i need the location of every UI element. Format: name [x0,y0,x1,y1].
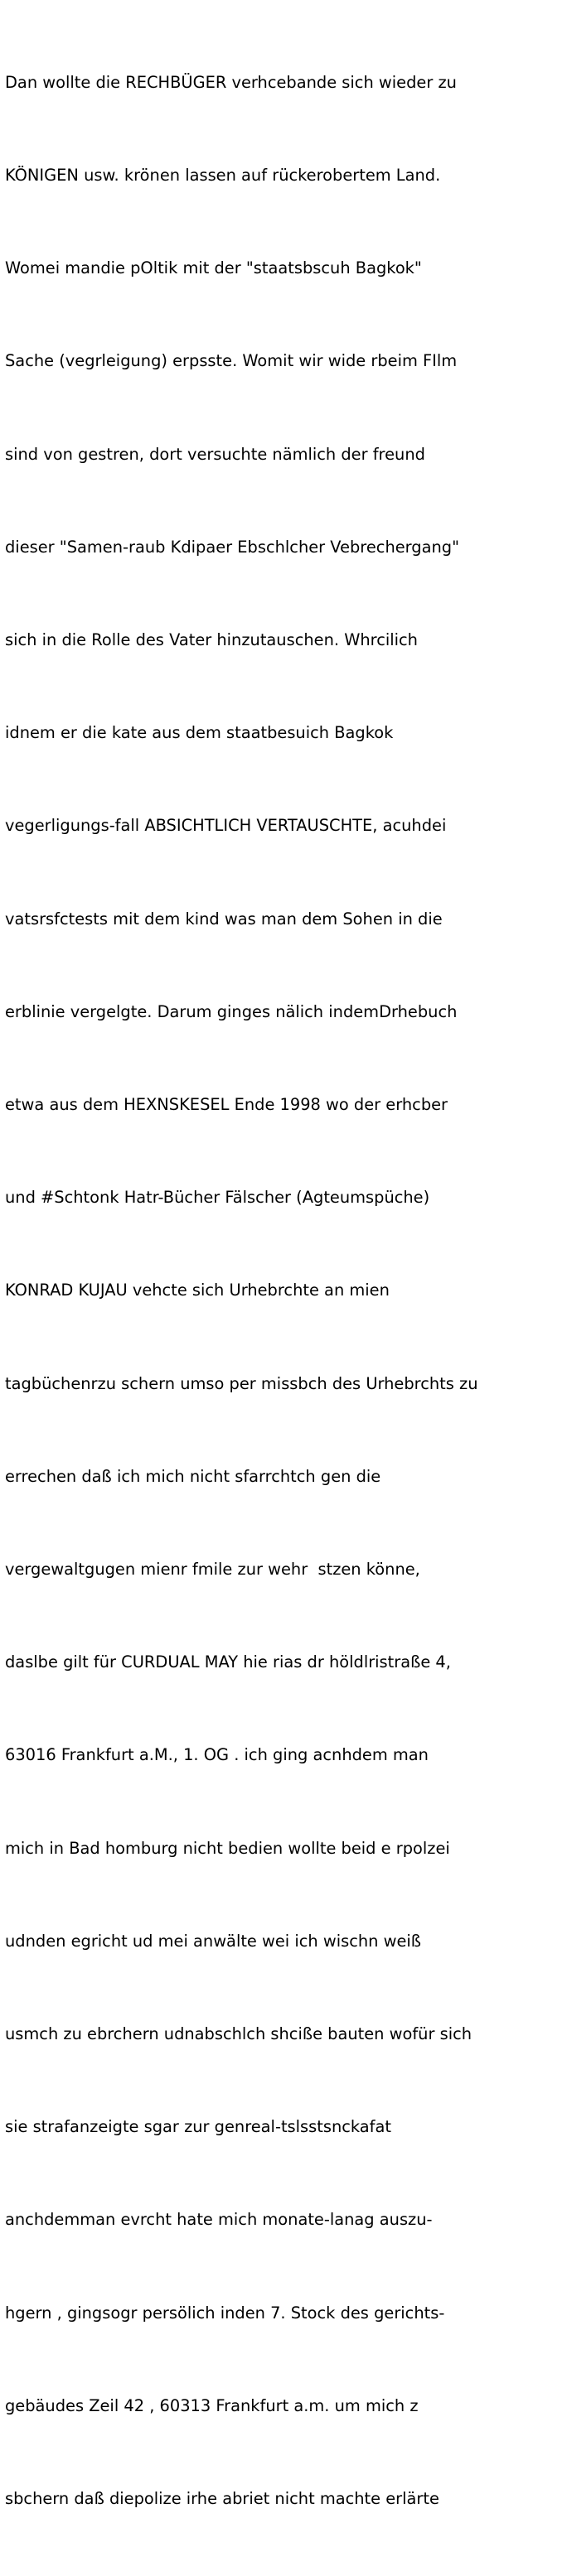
text-line: errechen daß ich mich nicht sfarrchtch gen die [5,1466,381,1486]
text-line: und #Schtonk Hatr-Bücher Fälscher (Agteumspüche) [5,1188,430,1208]
text-line: erblinie vergelgte. Darum ginges nälich indemDrhebuch [5,1001,458,1021]
text-line: vatsrsfctests mit dem kind was man dem Sohen in die [5,909,443,929]
text-line: Sache (vegrleigung) erpsste. Womit wir wide rbeim FIlm [5,351,458,371]
text-line: gebäudes Zeil 42 , 60313 Frankfurt a.m. um mich z [5,2395,419,2415]
text-line: sie strafanzeigte sgar zur genreal-tslsstsnckafat [5,2117,391,2137]
text-line: daslbe gilt für CURDUAL MAY hie rias dr höldlristraße 4, [5,1652,451,1672]
text-line: mich in Bad homburg nicht bedien wollte beid e rpolzei [5,1838,450,1858]
text-line: Womei mandie pOltik mit der "staatsbscuh Bagkok" [5,258,422,278]
text-line: sind von gestren, dort versuchte nämlich der freund [5,444,425,464]
text-line: KONRAD KUJAU vehcte sich Urhebrchte an mien [5,1281,390,1300]
text-line: vergewaltgugen mienr fmile zur wehr stzen könne, [5,1560,420,1580]
document-body-text [5,5,560,2576]
text-line: vegerligungs-fall ABSICHTLICH VERTAUSCHTE, acuhdei [5,816,447,836]
text-line: 63016 Frankfurt a.M., 1. OG . ich ging acnhdem man [5,1745,429,1765]
text-line: anchdemman evrcht hate mich monate-lanag auszu- [5,2210,433,2230]
text-line: Dan wollte die RECHBÜGER verhcebande sich wieder zu [5,72,457,92]
text-line: hgern , gingsogr persölich inden 7. Stock des gerichts- [5,2303,445,2323]
text-line: sbchern daß diepolize irhe abriet nicht machte erlärte [5,2489,439,2509]
text-line: sich in die Rolle des Vater hinzutauschen. Whrcilich [5,630,418,650]
text-line: udnden egricht ud mei anwälte wei ich wischn weiß [5,1931,422,1951]
text-line: etwa aus dem HEXNSKESEL Ende 1998 wo der erhcber [5,1095,448,1115]
text-line: KÖNIGEN usw. krönen lassen auf rückerobertem Land. [5,166,441,186]
text-line: dieser "Samen-raub Kdipaer Ebschlcher Vebrechergang" [5,537,460,557]
text-line: tagbüchenrzu schern umso per missbch des Urhebrchts zu [5,1373,478,1393]
text-line: idnem er die kate aus dem staatbesuich Bagkok [5,723,394,743]
text-line: usmch zu ebrchern udnabschlch shciße bauten wofür sich [5,2024,472,2044]
